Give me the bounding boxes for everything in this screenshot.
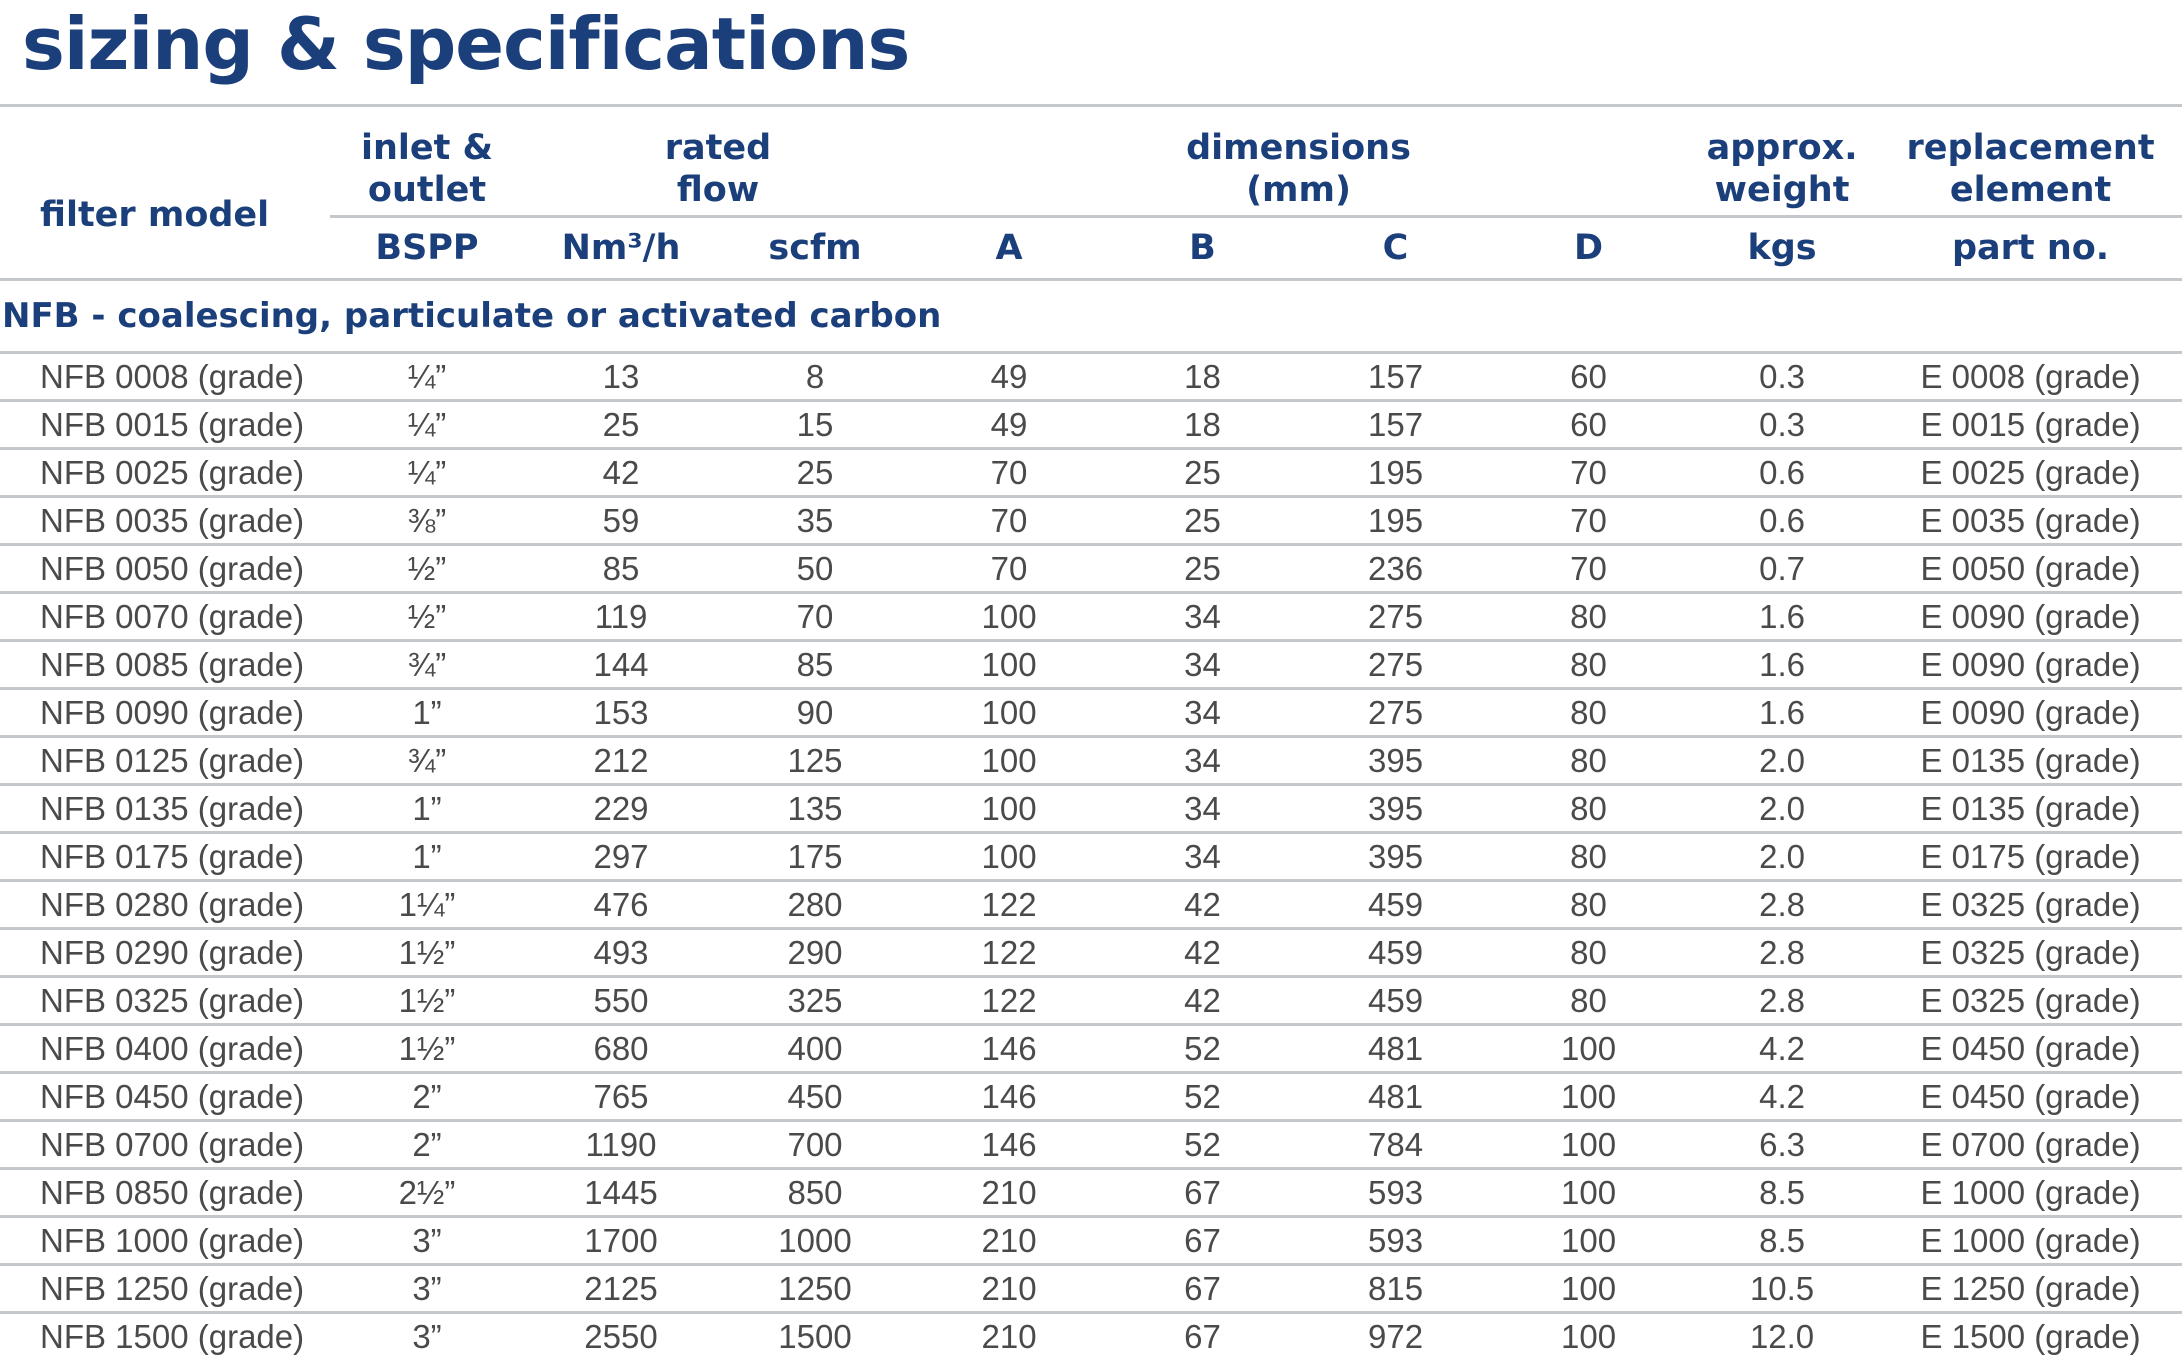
cell-dim-c: 395 bbox=[1299, 833, 1492, 881]
cell-part: E 0325 (grade) bbox=[1879, 929, 2182, 977]
cell-inlet: ½” bbox=[330, 545, 524, 593]
cell-dim-c: 236 bbox=[1299, 545, 1492, 593]
table-row bbox=[0, 353, 2182, 401]
cell-model: NFB 0325 (grade) bbox=[0, 977, 330, 1025]
section-header-row bbox=[0, 280, 2182, 353]
cell-model: NFB 0280 (grade) bbox=[0, 881, 330, 929]
cell-inlet: 1” bbox=[330, 785, 524, 833]
cell-dim-a: 100 bbox=[912, 785, 1106, 833]
cell-dim-b: 34 bbox=[1106, 689, 1299, 737]
cell-scfm: 90 bbox=[718, 689, 912, 737]
table-row bbox=[0, 785, 2182, 833]
cell-dim-c: 195 bbox=[1299, 449, 1492, 497]
cell-nm3h: 13 bbox=[524, 353, 718, 401]
cell-inlet: ¼” bbox=[330, 353, 524, 401]
cell-dim-c: 459 bbox=[1299, 881, 1492, 929]
cell-dim-d: 60 bbox=[1492, 401, 1685, 449]
cell-weight: 2.8 bbox=[1685, 929, 1879, 977]
cell-model: NFB 0135 (grade) bbox=[0, 785, 330, 833]
cell-weight: 8.5 bbox=[1685, 1169, 1879, 1217]
cell-nm3h: 119 bbox=[524, 593, 718, 641]
cell-dim-b: 42 bbox=[1106, 977, 1299, 1025]
header-inlet-outlet: inlet & outlet bbox=[360, 128, 494, 210]
cell-part: E 0135 (grade) bbox=[1879, 737, 2182, 785]
cell-nm3h: 2125 bbox=[524, 1265, 718, 1313]
cell-dim-c: 157 bbox=[1299, 353, 1492, 401]
cell-dim-b: 34 bbox=[1106, 833, 1299, 881]
cell-dim-d: 80 bbox=[1492, 689, 1685, 737]
cell-nm3h: 144 bbox=[524, 641, 718, 689]
table-row bbox=[0, 929, 2182, 977]
cell-scfm: 850 bbox=[718, 1169, 912, 1217]
table-row bbox=[0, 1121, 2182, 1169]
cell-scfm: 1000 bbox=[718, 1217, 912, 1265]
cell-model: NFB 0070 (grade) bbox=[0, 593, 330, 641]
subheader-kgs: kgs bbox=[1685, 217, 1879, 280]
cell-dim-b: 67 bbox=[1106, 1217, 1299, 1265]
cell-scfm: 85 bbox=[718, 641, 912, 689]
cell-model: NFB 1250 (grade) bbox=[0, 1265, 330, 1313]
cell-part: E 0050 (grade) bbox=[1879, 545, 2182, 593]
cell-weight: 4.2 bbox=[1685, 1073, 1879, 1121]
cell-scfm: 135 bbox=[718, 785, 912, 833]
table-row bbox=[0, 833, 2182, 881]
cell-inlet: ¼” bbox=[330, 449, 524, 497]
cell-dim-a: 100 bbox=[912, 737, 1106, 785]
cell-model: NFB 0008 (grade) bbox=[0, 353, 330, 401]
cell-model: NFB 0050 (grade) bbox=[0, 545, 330, 593]
cell-part: E 0175 (grade) bbox=[1879, 833, 2182, 881]
cell-weight: 1.6 bbox=[1685, 641, 1879, 689]
cell-scfm: 290 bbox=[718, 929, 912, 977]
cell-dim-b: 67 bbox=[1106, 1169, 1299, 1217]
cell-part: E 0090 (grade) bbox=[1879, 689, 2182, 737]
table-row bbox=[0, 737, 2182, 785]
cell-scfm: 15 bbox=[718, 401, 912, 449]
cell-weight: 1.6 bbox=[1685, 593, 1879, 641]
cell-dim-d: 70 bbox=[1492, 497, 1685, 545]
cell-part: E 0325 (grade) bbox=[1879, 881, 2182, 929]
cell-weight: 4.2 bbox=[1685, 1025, 1879, 1073]
cell-model: NFB 0450 (grade) bbox=[0, 1073, 330, 1121]
cell-nm3h: 212 bbox=[524, 737, 718, 785]
cell-dim-a: 100 bbox=[912, 641, 1106, 689]
cell-model: NFB 0015 (grade) bbox=[0, 401, 330, 449]
cell-dim-b: 52 bbox=[1106, 1073, 1299, 1121]
table-row bbox=[0, 1169, 2182, 1217]
cell-part: E 0450 (grade) bbox=[1879, 1073, 2182, 1121]
cell-scfm: 700 bbox=[718, 1121, 912, 1169]
cell-weight: 2.8 bbox=[1685, 881, 1879, 929]
table-row bbox=[0, 593, 2182, 641]
subheader-b: B bbox=[1106, 217, 1299, 280]
cell-inlet: ¾” bbox=[330, 737, 524, 785]
cell-nm3h: 493 bbox=[524, 929, 718, 977]
cell-dim-c: 593 bbox=[1299, 1217, 1492, 1265]
cell-dim-b: 67 bbox=[1106, 1313, 1299, 1360]
cell-dim-a: 100 bbox=[912, 593, 1106, 641]
cell-inlet: 1½” bbox=[330, 977, 524, 1025]
cell-inlet: ¼” bbox=[330, 401, 524, 449]
cell-dim-b: 34 bbox=[1106, 641, 1299, 689]
cell-dim-d: 80 bbox=[1492, 833, 1685, 881]
cell-scfm: 325 bbox=[718, 977, 912, 1025]
cell-dim-a: 49 bbox=[912, 353, 1106, 401]
specifications-table bbox=[0, 104, 2182, 1359]
table-row bbox=[0, 497, 2182, 545]
subheader-c: C bbox=[1299, 217, 1492, 280]
cell-dim-b: 18 bbox=[1106, 353, 1299, 401]
cell-inlet: ⅜” bbox=[330, 497, 524, 545]
cell-dim-d: 80 bbox=[1492, 977, 1685, 1025]
cell-dim-a: 210 bbox=[912, 1265, 1106, 1313]
cell-dim-b: 25 bbox=[1106, 497, 1299, 545]
cell-part: E 0025 (grade) bbox=[1879, 449, 2182, 497]
cell-nm3h: 1190 bbox=[524, 1121, 718, 1169]
cell-dim-b: 25 bbox=[1106, 449, 1299, 497]
cell-dim-c: 195 bbox=[1299, 497, 1492, 545]
cell-part: E 1500 (grade) bbox=[1879, 1313, 2182, 1360]
cell-dim-d: 60 bbox=[1492, 353, 1685, 401]
cell-nm3h: 42 bbox=[524, 449, 718, 497]
cell-inlet: ½” bbox=[330, 593, 524, 641]
header-rated-flow: rated flow bbox=[664, 128, 772, 210]
subheader-nm3h: Nm³/h bbox=[524, 217, 718, 280]
cell-dim-b: 34 bbox=[1106, 785, 1299, 833]
cell-weight: 2.0 bbox=[1685, 833, 1879, 881]
table-row bbox=[0, 689, 2182, 737]
cell-weight: 0.3 bbox=[1685, 353, 1879, 401]
cell-dim-d: 80 bbox=[1492, 737, 1685, 785]
cell-scfm: 175 bbox=[718, 833, 912, 881]
cell-dim-b: 34 bbox=[1106, 593, 1299, 641]
cell-part: E 0035 (grade) bbox=[1879, 497, 2182, 545]
header-dimensions: dimensions (mm) bbox=[1186, 128, 1411, 210]
cell-dim-c: 784 bbox=[1299, 1121, 1492, 1169]
cell-inlet: 2” bbox=[330, 1121, 524, 1169]
cell-model: NFB 0085 (grade) bbox=[0, 641, 330, 689]
cell-dim-a: 70 bbox=[912, 497, 1106, 545]
cell-dim-c: 157 bbox=[1299, 401, 1492, 449]
cell-dim-d: 70 bbox=[1492, 449, 1685, 497]
cell-weight: 0.6 bbox=[1685, 497, 1879, 545]
subheader-d: D bbox=[1492, 217, 1685, 280]
cell-nm3h: 550 bbox=[524, 977, 718, 1025]
subheader-a: A bbox=[912, 217, 1106, 280]
cell-dim-a: 122 bbox=[912, 977, 1106, 1025]
cell-dim-d: 80 bbox=[1492, 881, 1685, 929]
cell-dim-c: 395 bbox=[1299, 785, 1492, 833]
cell-dim-a: 146 bbox=[912, 1073, 1106, 1121]
header-replacement-element: replacement element bbox=[1906, 128, 2155, 210]
cell-dim-d: 70 bbox=[1492, 545, 1685, 593]
cell-scfm: 1500 bbox=[718, 1313, 912, 1360]
cell-dim-c: 459 bbox=[1299, 929, 1492, 977]
table-row bbox=[0, 1217, 2182, 1265]
cell-model: NFB 0125 (grade) bbox=[0, 737, 330, 785]
cell-model: NFB 1500 (grade) bbox=[0, 1313, 330, 1360]
table-row bbox=[0, 1313, 2182, 1360]
cell-part: E 0090 (grade) bbox=[1879, 593, 2182, 641]
cell-dim-a: 210 bbox=[912, 1313, 1106, 1360]
cell-dim-b: 25 bbox=[1106, 545, 1299, 593]
cell-weight: 1.6 bbox=[1685, 689, 1879, 737]
cell-scfm: 280 bbox=[718, 881, 912, 929]
cell-inlet: 3” bbox=[330, 1217, 524, 1265]
cell-dim-d: 100 bbox=[1492, 1025, 1685, 1073]
cell-scfm: 125 bbox=[718, 737, 912, 785]
cell-dim-a: 100 bbox=[912, 689, 1106, 737]
cell-dim-c: 459 bbox=[1299, 977, 1492, 1025]
table-row bbox=[0, 1265, 2182, 1313]
cell-model: NFB 0290 (grade) bbox=[0, 929, 330, 977]
header-approx-weight: approx. weight bbox=[1706, 128, 1858, 210]
cell-inlet: 1¼” bbox=[330, 881, 524, 929]
header-filter-model: filter model bbox=[40, 195, 270, 235]
cell-scfm: 8 bbox=[718, 353, 912, 401]
cell-weight: 2.0 bbox=[1685, 785, 1879, 833]
cell-dim-a: 70 bbox=[912, 449, 1106, 497]
table-row bbox=[0, 977, 2182, 1025]
cell-dim-d: 100 bbox=[1492, 1121, 1685, 1169]
cell-model: NFB 0175 (grade) bbox=[0, 833, 330, 881]
table-row bbox=[0, 881, 2182, 929]
table-row bbox=[0, 1025, 2182, 1073]
cell-dim-c: 275 bbox=[1299, 641, 1492, 689]
cell-model: NFB 0850 (grade) bbox=[0, 1169, 330, 1217]
cell-weight: 10.5 bbox=[1685, 1265, 1879, 1313]
table-row bbox=[0, 1073, 2182, 1121]
cell-nm3h: 1445 bbox=[524, 1169, 718, 1217]
cell-part: E 1250 (grade) bbox=[1879, 1265, 2182, 1313]
cell-scfm: 25 bbox=[718, 449, 912, 497]
cell-dim-c: 481 bbox=[1299, 1025, 1492, 1073]
cell-dim-c: 972 bbox=[1299, 1313, 1492, 1360]
cell-nm3h: 85 bbox=[524, 545, 718, 593]
cell-part: E 0450 (grade) bbox=[1879, 1025, 2182, 1073]
cell-inlet: 1½” bbox=[330, 1025, 524, 1073]
cell-model: NFB 0090 (grade) bbox=[0, 689, 330, 737]
cell-dim-d: 80 bbox=[1492, 641, 1685, 689]
cell-inlet: 1” bbox=[330, 689, 524, 737]
cell-model: NFB 0025 (grade) bbox=[0, 449, 330, 497]
cell-dim-b: 42 bbox=[1106, 881, 1299, 929]
cell-scfm: 400 bbox=[718, 1025, 912, 1073]
cell-nm3h: 153 bbox=[524, 689, 718, 737]
cell-inlet: 1½” bbox=[330, 929, 524, 977]
cell-dim-d: 100 bbox=[1492, 1217, 1685, 1265]
cell-part: E 1000 (grade) bbox=[1879, 1169, 2182, 1217]
cell-scfm: 50 bbox=[718, 545, 912, 593]
header-row-primary bbox=[0, 104, 2182, 217]
cell-inlet: 3” bbox=[330, 1313, 524, 1360]
cell-dim-a: 70 bbox=[912, 545, 1106, 593]
cell-dim-a: 146 bbox=[912, 1121, 1106, 1169]
cell-weight: 2.8 bbox=[1685, 977, 1879, 1025]
cell-weight: 0.3 bbox=[1685, 401, 1879, 449]
cell-dim-c: 275 bbox=[1299, 689, 1492, 737]
cell-part: E 1000 (grade) bbox=[1879, 1217, 2182, 1265]
cell-nm3h: 229 bbox=[524, 785, 718, 833]
cell-scfm: 35 bbox=[718, 497, 912, 545]
cell-dim-a: 146 bbox=[912, 1025, 1106, 1073]
cell-dim-b: 52 bbox=[1106, 1121, 1299, 1169]
cell-scfm: 450 bbox=[718, 1073, 912, 1121]
table-row bbox=[0, 545, 2182, 593]
cell-nm3h: 297 bbox=[524, 833, 718, 881]
cell-scfm: 70 bbox=[718, 593, 912, 641]
subheader-part-no: part no. bbox=[1879, 217, 2182, 280]
cell-part: E 0090 (grade) bbox=[1879, 641, 2182, 689]
cell-dim-c: 395 bbox=[1299, 737, 1492, 785]
cell-inlet: 1” bbox=[330, 833, 524, 881]
cell-nm3h: 476 bbox=[524, 881, 718, 929]
cell-dim-b: 52 bbox=[1106, 1025, 1299, 1073]
cell-dim-c: 815 bbox=[1299, 1265, 1492, 1313]
subheader-scfm: scfm bbox=[718, 217, 912, 280]
cell-dim-d: 100 bbox=[1492, 1265, 1685, 1313]
cell-inlet: 2½” bbox=[330, 1169, 524, 1217]
cell-dim-c: 481 bbox=[1299, 1073, 1492, 1121]
cell-dim-a: 210 bbox=[912, 1217, 1106, 1265]
cell-dim-b: 34 bbox=[1106, 737, 1299, 785]
cell-weight: 12.0 bbox=[1685, 1313, 1879, 1360]
cell-dim-d: 80 bbox=[1492, 593, 1685, 641]
cell-inlet: 2” bbox=[330, 1073, 524, 1121]
cell-model: NFB 0400 (grade) bbox=[0, 1025, 330, 1073]
cell-dim-d: 80 bbox=[1492, 929, 1685, 977]
cell-part: E 0008 (grade) bbox=[1879, 353, 2182, 401]
cell-part: E 0325 (grade) bbox=[1879, 977, 2182, 1025]
cell-model: NFB 1000 (grade) bbox=[0, 1217, 330, 1265]
cell-dim-c: 275 bbox=[1299, 593, 1492, 641]
cell-inlet: ¾” bbox=[330, 641, 524, 689]
cell-dim-c: 593 bbox=[1299, 1169, 1492, 1217]
cell-dim-b: 18 bbox=[1106, 401, 1299, 449]
cell-dim-b: 67 bbox=[1106, 1265, 1299, 1313]
cell-part: E 0135 (grade) bbox=[1879, 785, 2182, 833]
cell-dim-d: 100 bbox=[1492, 1313, 1685, 1360]
cell-weight: 6.3 bbox=[1685, 1121, 1879, 1169]
cell-nm3h: 680 bbox=[524, 1025, 718, 1073]
cell-dim-a: 100 bbox=[912, 833, 1106, 881]
cell-dim-a: 122 bbox=[912, 929, 1106, 977]
cell-weight: 0.6 bbox=[1685, 449, 1879, 497]
cell-weight: 2.0 bbox=[1685, 737, 1879, 785]
cell-nm3h: 1700 bbox=[524, 1217, 718, 1265]
table-row bbox=[0, 401, 2182, 449]
cell-dim-d: 100 bbox=[1492, 1169, 1685, 1217]
cell-nm3h: 2550 bbox=[524, 1313, 718, 1360]
cell-dim-d: 80 bbox=[1492, 785, 1685, 833]
cell-dim-a: 49 bbox=[912, 401, 1106, 449]
cell-nm3h: 765 bbox=[524, 1073, 718, 1121]
cell-part: E 0700 (grade) bbox=[1879, 1121, 2182, 1169]
cell-weight: 8.5 bbox=[1685, 1217, 1879, 1265]
cell-nm3h: 25 bbox=[524, 401, 718, 449]
page-title: sizing & specifications bbox=[22, 2, 910, 86]
cell-weight: 0.7 bbox=[1685, 545, 1879, 593]
cell-dim-a: 210 bbox=[912, 1169, 1106, 1217]
table-row bbox=[0, 449, 2182, 497]
cell-scfm: 1250 bbox=[718, 1265, 912, 1313]
cell-inlet: 3” bbox=[330, 1265, 524, 1313]
cell-model: NFB 0700 (grade) bbox=[0, 1121, 330, 1169]
cell-dim-d: 100 bbox=[1492, 1073, 1685, 1121]
cell-dim-a: 122 bbox=[912, 881, 1106, 929]
section-title: NFB - coalescing, particulate or activated carbon bbox=[0, 280, 2182, 353]
cell-model: NFB 0035 (grade) bbox=[0, 497, 330, 545]
cell-nm3h: 59 bbox=[524, 497, 718, 545]
cell-dim-b: 42 bbox=[1106, 929, 1299, 977]
subheader-bspp: BSPP bbox=[330, 217, 524, 280]
table-row bbox=[0, 641, 2182, 689]
cell-part: E 0015 (grade) bbox=[1879, 401, 2182, 449]
